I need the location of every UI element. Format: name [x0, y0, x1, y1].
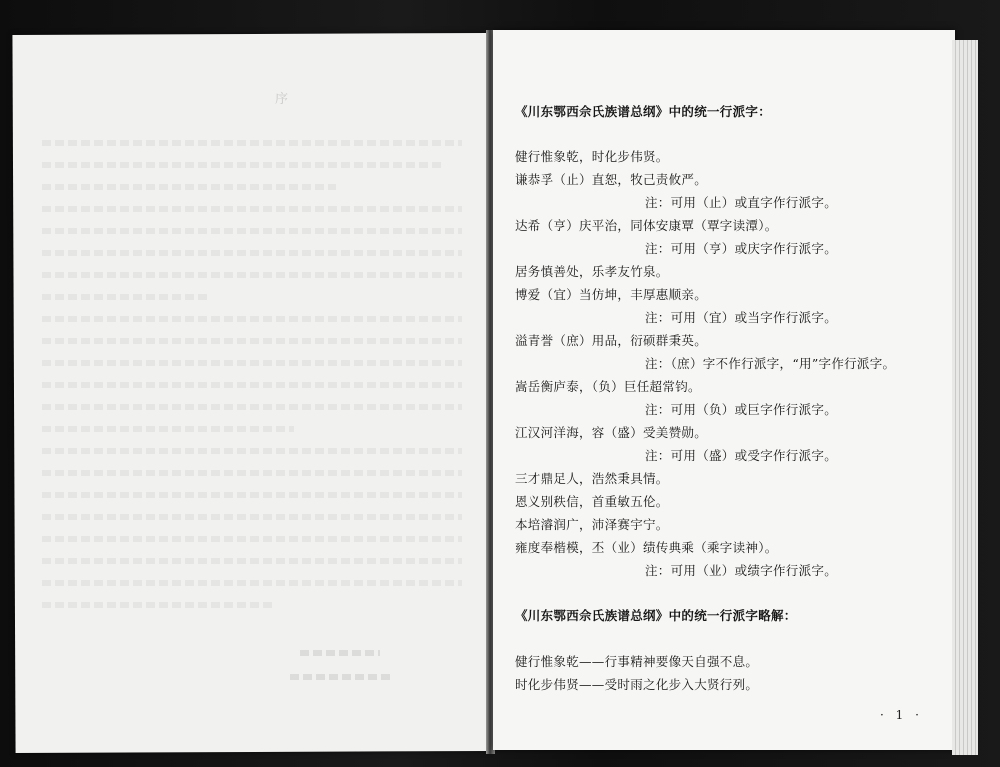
verse-line: 恩义别秩信，首重敏五伦。 — [515, 494, 669, 509]
verse-line: 谦恭孚（止）直恕，牧己责攸严。 — [515, 172, 708, 187]
verse-line: 健行惟象乾，时化步伟贤。 — [515, 149, 669, 164]
note-line: 注：可用（业）或绩字作行派字。 — [645, 563, 838, 578]
page-edges — [952, 40, 978, 755]
verse-line: 居务慎善处，乐孝友竹泉。 — [515, 264, 669, 279]
note-line: 注：（庶）字不作行派字，“用”字作行派字。 — [645, 356, 896, 371]
verse-line: 本培濬润广，沛泽赛宇宁。 — [515, 517, 669, 532]
heading-explanation: 《川东鄂西佘氏族谱总纲》中的统一行派字略解： — [515, 608, 797, 623]
verse-line: 三才鼎足人，浩然秉具情。 — [515, 471, 669, 486]
left-page-faint-signature — [300, 650, 380, 656]
verse-line: 溢青誉（庶）用品，衍硕群秉英。 — [515, 333, 708, 348]
verse-line: 达希（亨）庆平治，同体安康覃（覃字读潭）。 — [515, 218, 778, 233]
left-page-faint-text — [42, 140, 462, 624]
note-line: 注：可用（止）或直字作行派字。 — [645, 195, 838, 210]
note-line: 注：可用（负）或巨字作行派字。 — [645, 402, 838, 417]
left-page-title: 序 — [275, 92, 289, 107]
verse-line: 江汉河洋海，容（盛）受美赞勋。 — [515, 425, 708, 440]
verse-line: 博爱（宜）当仿坤，丰厚惠顺亲。 — [515, 287, 708, 302]
heading-generation-characters: 《川东鄂西佘氏族谱总纲》中的统一行派字： — [515, 104, 772, 119]
note-line: 注：可用（宜）或当字作行派字。 — [645, 310, 838, 325]
explanation-line: 时化步伟贤——受时雨之化步入大贤行列。 — [515, 677, 759, 692]
left-page-faint-date — [290, 674, 390, 680]
page-number: · 1 · — [880, 708, 923, 722]
note-line: 注：可用（盛）或受字作行派字。 — [645, 448, 838, 463]
explanation-line: 健行惟象乾——行事精神要像天自强不息。 — [515, 654, 759, 669]
verse-line: 嵩岳衡庐泰，（负）巨任超常钧。 — [515, 379, 701, 394]
verse-line: 雍度奉楷模，丕（业）绩传典乘（乘字读神）。 — [515, 540, 778, 555]
note-line: 注：可用（亨）或庆字作行派字。 — [645, 241, 838, 256]
